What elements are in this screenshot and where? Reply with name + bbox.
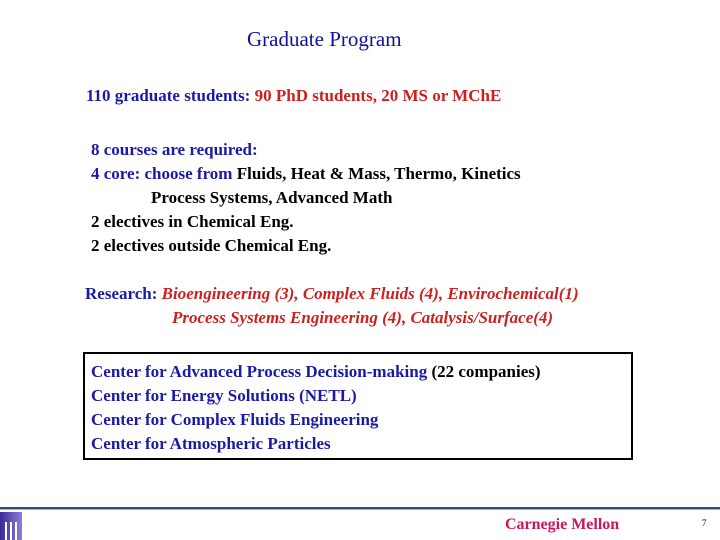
page-number: 7 (702, 518, 707, 528)
center-item: Center for Atmospheric Particles (91, 434, 331, 453)
center-note: (22 companies) (431, 362, 541, 381)
center-item (91, 362, 541, 382)
core-label: 4 core: choose from (91, 164, 233, 183)
center-item: Center for Complex Fluids Engineering (91, 410, 379, 429)
footer-divider (0, 507, 720, 510)
core-list-cont: Process Systems, Advanced Math (151, 188, 393, 207)
courses-required: 8 courses are required: (91, 140, 258, 159)
university-logo-icon (0, 512, 22, 540)
research-areas (85, 284, 579, 304)
center-name: Center for Advanced Process Decision-making (91, 362, 428, 381)
electives-out: 2 electives outside Chemical Eng. (91, 236, 332, 255)
core-courses (91, 164, 521, 184)
student-count (86, 86, 501, 106)
students-label: 110 graduate students: (86, 86, 251, 105)
center-item: Center for Energy Solutions (NETL) (91, 386, 357, 405)
research-list-cont: Process Systems Engineering (4), Catalysis/Surface(4) (172, 308, 554, 327)
students-detail: 90 PhD students, 20 MS or MChE (254, 86, 502, 105)
slide-title: Graduate Program (247, 27, 402, 51)
research-label: Research: (85, 284, 158, 303)
core-list: Fluids, Heat & Mass, Thermo, Kinetics (236, 164, 521, 183)
brand-name: Carnegie Mellon (505, 516, 620, 533)
research-list: Bioengineering (3), Complex Fluids (4), Envirochemical(1) (161, 284, 579, 303)
electives-in: 2 electives in Chemical Eng. (91, 212, 294, 231)
